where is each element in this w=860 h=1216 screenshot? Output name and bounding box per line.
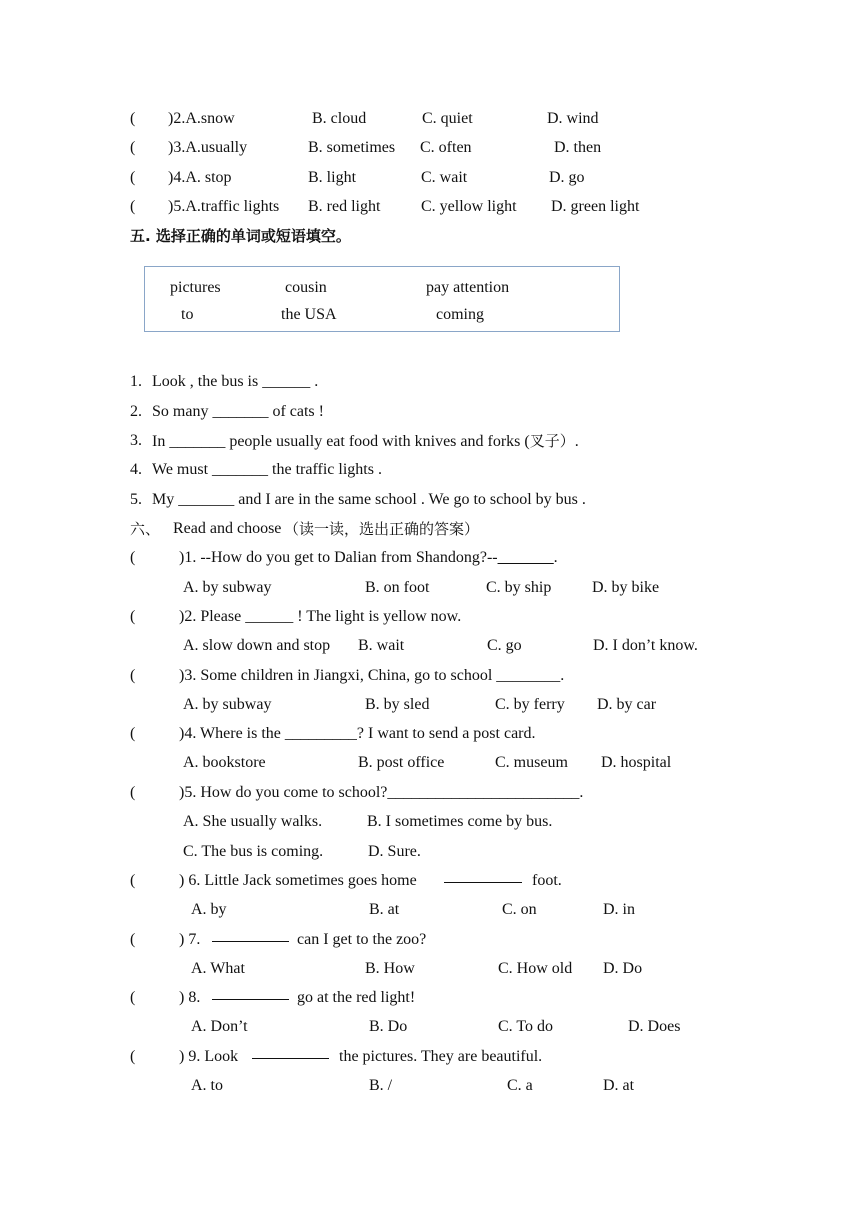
option-d: D. wind: [547, 110, 599, 127]
option-b: B. by sled: [365, 696, 430, 713]
question-text-start: ) 8.: [179, 989, 201, 1006]
question-option-a: )3.A.usually: [168, 139, 248, 156]
answer-paren: (: [130, 169, 136, 186]
answer-paren: (: [130, 139, 136, 156]
question-text-end: foot.: [532, 872, 562, 889]
question-text: )5. How do you come to school?________________________.: [179, 784, 584, 801]
option-c: C. quiet: [422, 110, 473, 127]
question-text-end: can I get to the zoo?: [297, 931, 427, 948]
answer-paren: (: [130, 198, 136, 215]
option-c: C. by ship: [486, 579, 552, 596]
word-bank-item: coming: [436, 306, 484, 323]
word-bank-box: [144, 266, 620, 332]
option-a: A. by: [191, 901, 227, 918]
option-b: B. sometimes: [308, 139, 396, 156]
question-text-start: ) 7.: [179, 931, 201, 948]
answer-paren: (: [130, 872, 136, 889]
option-b: B. light: [308, 169, 357, 186]
answer-paren: (: [130, 784, 136, 801]
question-text-start: ) 9. Look: [179, 1048, 239, 1065]
option-c: C. How old: [498, 960, 573, 977]
option-c: C. on: [502, 901, 537, 918]
word-bank-item: the USA: [281, 306, 337, 323]
option-a: A. by subway: [183, 579, 272, 596]
item-text: We must _______ the traffic lights .: [152, 461, 382, 478]
answer-paren: (: [130, 667, 136, 684]
option-b: B. on foot: [365, 579, 430, 596]
option-b: B. post office: [358, 754, 445, 771]
option-d: D. go: [549, 169, 585, 186]
item-text: My _______ and I are in the same school . We go to school by bus .: [152, 491, 586, 508]
option-c: C. wait: [421, 169, 468, 186]
item-number: 4.: [130, 461, 142, 478]
option-d: D. green light: [551, 198, 640, 215]
answer-paren: (: [130, 989, 136, 1006]
question-option-a: )2.A.snow: [168, 110, 235, 127]
option-d: D. hospital: [601, 754, 672, 771]
option-c: C. To do: [498, 1018, 554, 1035]
question-text-start: ) 6. Little Jack sometimes goes home: [179, 872, 417, 889]
option-b: B. How: [365, 960, 415, 977]
option-d: D. Does: [628, 1018, 681, 1035]
option-a: A. bookstore: [183, 754, 266, 771]
question-text: )3. Some children in Jiangxi, China, go to school ________.: [179, 667, 565, 684]
option-d: D. by bike: [592, 579, 660, 596]
option-a: A. What: [191, 960, 245, 977]
item-number: 5.: [130, 491, 142, 508]
item-text: Look , the bus is ______ .: [152, 373, 319, 390]
word-bank-item: pictures: [170, 279, 221, 296]
option-d: D. then: [554, 139, 602, 156]
question-text: )2. Please ______ ! The light is yellow now.: [179, 608, 462, 625]
option-a: A. by subway: [183, 696, 272, 713]
answer-paren: (: [130, 110, 136, 127]
option-b: B. cloud: [312, 110, 367, 127]
item-text: In _______ people usually eat food with knives and forks (叉子）.: [152, 432, 579, 450]
question-option-a: )4.A. stop: [168, 169, 232, 186]
option-b: B. red light: [308, 198, 381, 215]
option-c: C. often: [420, 139, 472, 156]
option-c: C. go: [487, 637, 522, 654]
question-text-end: the pictures. They are beautiful.: [339, 1048, 543, 1065]
word-bank-item: cousin: [285, 279, 327, 296]
answer-paren: (: [130, 931, 136, 948]
item-number: 3.: [130, 432, 142, 449]
question-text: )4. Where is the _________? I want to send a post card.: [179, 725, 536, 742]
option-d: D. by car: [597, 696, 657, 713]
option-a: A. Don’t: [191, 1018, 248, 1035]
option-b: B. at: [369, 901, 400, 918]
option-b: B. I sometimes come by bus.: [367, 813, 553, 830]
item-text: So many _______ of cats !: [152, 403, 324, 420]
option-c: C. a: [507, 1077, 533, 1094]
option-b: B. wait: [358, 637, 405, 654]
option-c: C. by ferry: [495, 696, 565, 713]
word-bank-item: pay attention: [426, 279, 510, 296]
answer-paren: (: [130, 608, 136, 625]
answer-paren: (: [130, 725, 136, 742]
item-number: 1.: [130, 373, 142, 390]
option-d: D. Sure.: [368, 843, 421, 860]
option-d: D. I don’t know.: [593, 637, 698, 654]
option-d: D. in: [603, 901, 635, 918]
word-bank-item: to: [181, 306, 194, 323]
option-c: C. museum: [495, 754, 568, 771]
option-b: B. /: [369, 1077, 393, 1094]
option-c: C. yellow light: [421, 198, 517, 215]
item-number: 2.: [130, 403, 142, 420]
option-a: A. She usually walks.: [183, 813, 323, 830]
answer-paren: (: [130, 549, 136, 566]
question-option-a: )5.A.traffic lights: [168, 198, 280, 215]
option-c: C. The bus is coming.: [183, 843, 324, 860]
option-d: D. Do: [603, 960, 643, 977]
option-a: A. to: [191, 1077, 223, 1094]
option-a: A. slow down and stop: [183, 637, 331, 654]
question-text-end: go at the red light!: [297, 989, 416, 1006]
question-text: )1. --How do you get to Dalian from Shandong?--_______.: [179, 549, 558, 566]
answer-paren: (: [130, 1048, 136, 1065]
option-b: B. Do: [369, 1018, 408, 1035]
option-d: D. at: [603, 1077, 635, 1094]
